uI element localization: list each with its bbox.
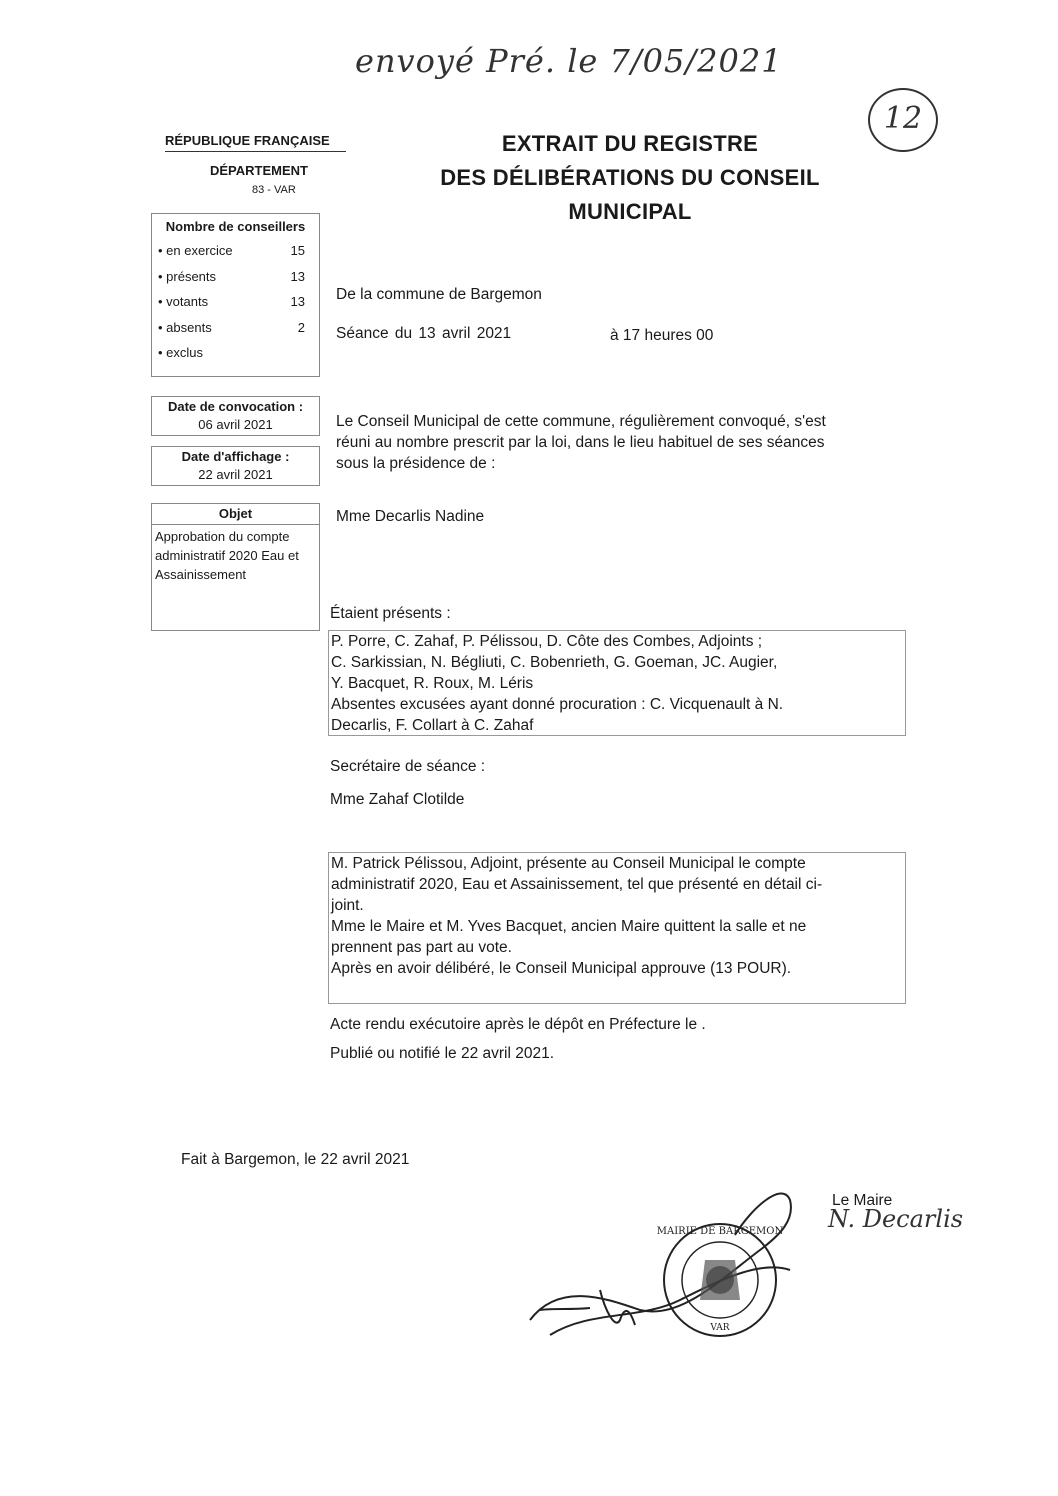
title-line-3: MUNICIPAL [568, 199, 692, 224]
maire-label: Le Maire [832, 1192, 893, 1209]
present-line-1: P. Porre, C. Zahaf, P. Pélissou, D. Côte des Combes, Adjoints ; [331, 633, 763, 650]
publie-line: Publié ou notifié le 22 avril 2021. [330, 1045, 555, 1062]
intro-line-1: Le Conseil Municipal de cette commune, régulièrement convoqué, s'est [336, 413, 826, 430]
councillor-row-label: • votants [158, 294, 209, 310]
signature-and-stamp [520, 1160, 820, 1380]
objet-text: Approbation du compte administratif 2020 Eau et Assainissement [155, 529, 299, 582]
republic-label: RÉPUBLIQUE FRANÇAISE [165, 133, 346, 152]
deliberation-line-1: M. Patrick Pélissou, Adjoint, présente au Conseil Municipal le compte [331, 855, 806, 872]
councillor-row-label: • présents [158, 268, 217, 284]
page-number: 12 [883, 101, 923, 136]
deliberation-line-3: joint. [331, 897, 364, 914]
present-line-3: Y. Bacquet, R. Roux, M. Léris [331, 675, 534, 692]
deliberation-line-2: administratif 2020, Eau et Assainissement, tel que présenté en détail ci- [331, 876, 823, 893]
secretary-name: Mme Zahaf Clotilde [330, 791, 465, 808]
document-title [390, 127, 870, 229]
affichage-value: 22 avril 2021 [198, 467, 273, 482]
signature-stroke-icon [530, 1193, 791, 1335]
absent-line-2: Decarlis, F. Collart à C. Zahaf [331, 717, 534, 734]
councillor-row-value: 13 [290, 268, 305, 284]
president-name: Mme Decarlis Nadine [336, 508, 485, 525]
councillor-row [158, 264, 305, 290]
seance-date: Séance du 13 avril 2021 [336, 325, 512, 342]
page-number-circle [868, 88, 938, 152]
intro-line-3: sous la présidence de : [336, 455, 496, 472]
councillor-row [158, 289, 305, 315]
deliberation-line-6: Après en avoir délibéré, le Conseil Municipal approuve (13 POUR). [331, 960, 792, 977]
municipal-stamp-icon [664, 1224, 776, 1336]
councillor-row [158, 340, 305, 366]
deliberation-line-4: Mme le Maire et M. Yves Bacquet, ancien Maire quittent la salle et ne [331, 918, 807, 935]
present-label: Étaient présents : [330, 605, 451, 622]
councillors-box [151, 213, 320, 377]
absent-line-1: Absentes excusées ayant donné procuration : C. Vicquenault à N. [331, 696, 784, 713]
councillor-row-label: • en exercice [158, 243, 233, 259]
executoire-line: Acte rendu exécutoire après le dépôt en Préfecture le . [330, 1016, 706, 1033]
commune-line: De la commune de Bargemon [336, 286, 542, 303]
stamp-text: MAIRIE DE BARGEMON [656, 1226, 784, 1237]
councillor-row-value: 15 [290, 243, 305, 259]
affichage-box [151, 446, 320, 486]
councillor-row-value: 2 [297, 319, 305, 335]
deliberation-line-5: prennent pas part au vote. [331, 939, 512, 956]
councillor-row-value: 13 [290, 294, 305, 310]
councillor-row-label: • exclus [158, 345, 204, 361]
stamp-sub-text: VAR [710, 1323, 730, 1333]
affichage-label: Date d'affichage : [181, 449, 290, 464]
councillors-heading: Nombre de conseillers [165, 219, 306, 234]
deliberation-box [328, 852, 906, 1004]
title-line-1: EXTRAIT DU REGISTRE [501, 131, 759, 156]
fait-line: Fait à Bargemon, le 22 avril 2021 [181, 1151, 410, 1168]
department-label: DÉPARTEMENT [210, 163, 308, 178]
councillor-row-label: • absents [158, 319, 212, 335]
convocation-value: 06 avril 2021 [198, 417, 273, 432]
present-line-2: C. Sarkissian, N. Bégliuti, C. Bobenrieth, G. Goeman, JC. Augier, [331, 654, 778, 671]
title-line-2: DES DÉLIBÉRATIONS DU CONSEIL [440, 165, 820, 190]
objet-box [151, 503, 320, 631]
objet-label: Objet [152, 506, 319, 525]
maire-handwritten-name: N. Decarlis [828, 1205, 964, 1233]
councillor-row [158, 315, 305, 341]
handwritten-sent-note: envoyé Pré. le 7/05/2021 [355, 42, 783, 80]
convocation-box [151, 396, 320, 436]
intro-paragraph [336, 411, 896, 474]
intro-line-2: réuni au nombre prescrit par la loi, dans le lieu habituel de ses séances [336, 434, 825, 451]
seance-time: à 17 heures 00 [610, 327, 714, 344]
secretary-label: Secrétaire de séance : [330, 758, 486, 775]
department-value: 83 - VAR [252, 184, 296, 196]
convocation-label: Date de convocation : [167, 399, 304, 414]
attendance-box [328, 630, 906, 736]
councillor-row [158, 238, 305, 264]
